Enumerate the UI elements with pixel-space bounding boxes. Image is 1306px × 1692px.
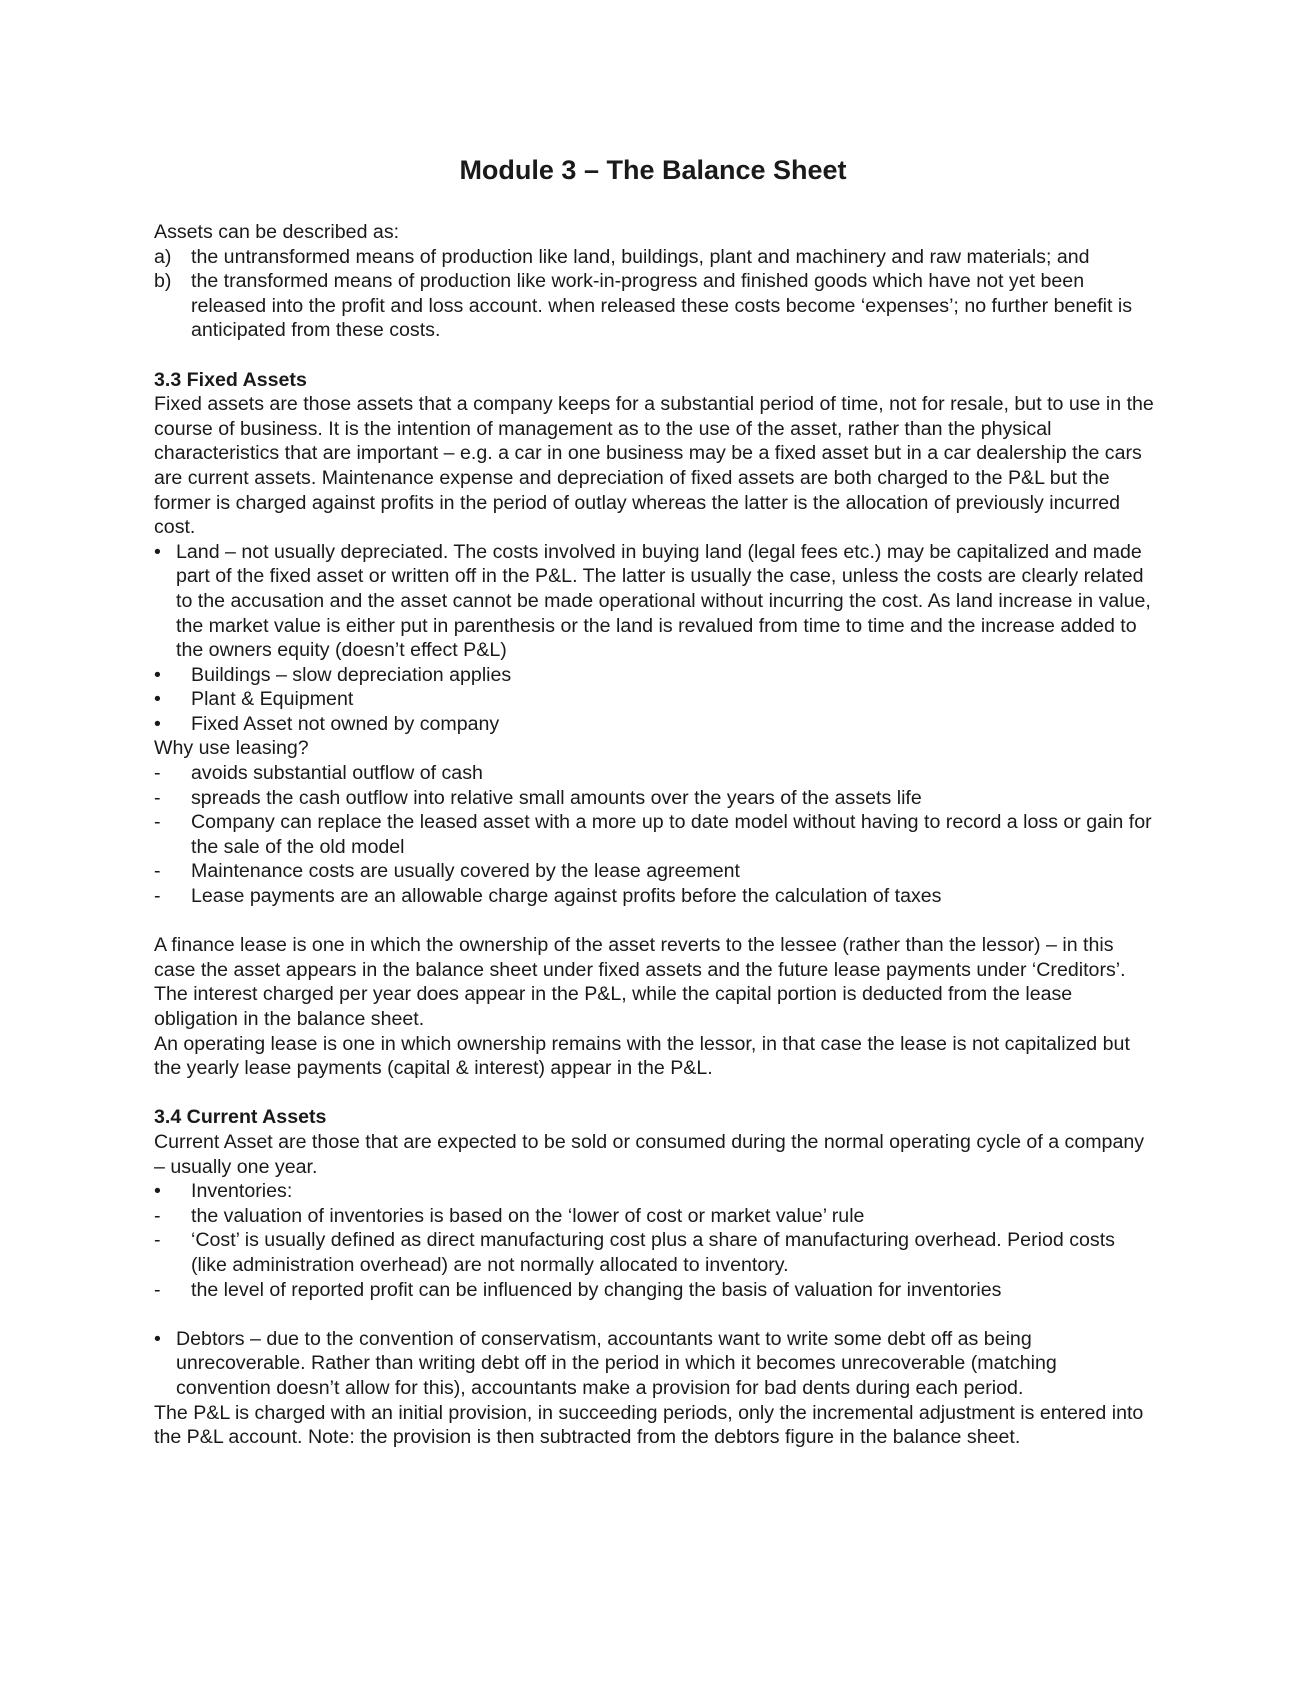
- list-item-text: spreads the cash outflow into relative small amounts over the years of the assets life: [191, 786, 922, 809]
- list-item: [154, 884, 1154, 909]
- bullet-icon: •: [154, 663, 161, 686]
- list-item-text: Maintenance costs are usually covered by the lease agreement: [191, 860, 740, 883]
- list-marker: b): [154, 270, 172, 293]
- list-item: [154, 1228, 1154, 1277]
- list-item-text: Debtors – due to the convention of conservatism, accountants want to write some debt off as being unrecoverable. Rather than writing debt off in the period in which it becomes unrecoverable (matching convention doesn’t allow for this), accountants make a provision for bad dents during each period.: [176, 1327, 1057, 1399]
- list-item: [154, 687, 1154, 712]
- dash-icon: -: [154, 885, 161, 908]
- dash-icon: -: [154, 1229, 161, 1252]
- bullet-icon: •: [154, 1180, 161, 1203]
- list-item: [154, 1179, 1154, 1204]
- list-item: [154, 810, 1154, 859]
- list-item: [154, 1327, 1154, 1401]
- list-item-text: Land – not usually depreciated. The costs involved in buying land (legal fees etc.) may be capitalized and made part of the fixed asset or written off in the P&L. The latter is usually the case, unless the costs are clearly related to the accusation and the asset cannot be made operational without incurring the cost. As land increase in value, the market value is either put in parenthesis or the land is revalued from time to time and the increase added to the owners equity (doesn’t effect P&L): [176, 540, 1151, 662]
- list-item: [154, 761, 1154, 786]
- dash-icon: -: [154, 1204, 161, 1227]
- list-item: [154, 245, 1154, 270]
- page-title: Module 3 – The Balance Sheet: [459, 155, 847, 185]
- list-item-text: Plant & Equipment: [191, 688, 354, 711]
- list-item: [154, 1204, 1154, 1229]
- list-item: [154, 786, 1154, 811]
- dash-icon: -: [154, 1278, 161, 1301]
- leasing-points: [154, 761, 1154, 909]
- list-item-text: Lease payments are an allowable charge against profits before the calculation of taxes: [191, 885, 942, 908]
- dash-icon: -: [154, 811, 161, 834]
- section-heading-current-assets: 3.4 Current Assets: [154, 1106, 327, 1129]
- debtors-bullet: [154, 1327, 1154, 1401]
- bullet-icon: •: [154, 688, 161, 711]
- finance-lease-paragraph: A finance lease is one in which the ownership of the asset reverts to the lessee (rather than the lessor) – in this case the asset appears in the balance sheet under fixed assets and the future lease payments under ‘Creditors’. The interest charged per year does appear in the P&L, while the capital portion is deducted from the lease obligation in the balance sheet.: [154, 934, 1126, 1030]
- document-body: [154, 220, 1154, 1450]
- list-item-text: Company can replace the leased asset with a more up to date model without having to record a loss or gain for the sale of the old model: [191, 811, 1152, 858]
- inventory-points: [154, 1204, 1154, 1302]
- dash-icon: -: [154, 860, 161, 883]
- dash-icon: -: [154, 786, 161, 809]
- list-item-text: ‘Cost’ is usually defined as direct manufacturing cost plus a share of manufacturing overhead. Period costs (like administration overhead) are not normally allocated to inventory.: [191, 1229, 1115, 1276]
- list-item: [154, 269, 1154, 343]
- list-item-text: avoids substantial outflow of cash: [191, 762, 483, 785]
- inventories-bullet: [154, 1179, 1154, 1204]
- list-item-text: Buildings – slow depreciation applies: [191, 663, 512, 686]
- list-item-text: the untransformed means of production like land, buildings, plant and machinery and raw materials; and: [191, 245, 1090, 268]
- bullet-icon: •: [154, 712, 161, 735]
- section-heading-fixed-assets: 3.3 Fixed Assets: [154, 368, 307, 391]
- operating-lease-paragraph: An operating lease is one in which ownership remains with the lessor, in that case the lease is not capitalized but the yearly lease payments (capital & interest) appear in the P&L.: [154, 1032, 1130, 1080]
- list-item-text: the valuation of inventories is based on the ‘lower of cost or market value’ rule: [191, 1204, 865, 1227]
- intro-lead: Assets can be described as:: [154, 221, 400, 243]
- list-item-text: Inventories:: [191, 1180, 293, 1203]
- list-marker: a): [154, 245, 172, 268]
- list-item: [154, 663, 1154, 688]
- list-item: [154, 859, 1154, 884]
- list-item-text: the level of reported profit can be influenced by changing the basis of valuation for inventories: [191, 1278, 1002, 1301]
- asset-description-list: [154, 245, 1154, 343]
- dash-icon: -: [154, 762, 161, 785]
- list-item-text: the transformed means of production like work-in-progress and finished goods which have not yet been released into the profit and loss account. when released these costs become ‘expenses’; no further benefit is anticipated from these costs.: [191, 270, 1133, 342]
- closing-paragraph: The P&L is charged with an initial provision, in succeeding periods, only the incremental adjustment is entered into the P&L account. Note: the provision is then subtracted from the debtors figure in the balance sheet.: [154, 1401, 1144, 1449]
- bullet-icon: •: [154, 1327, 161, 1350]
- bullet-icon: •: [154, 540, 161, 563]
- current-assets-paragraph: Current Asset are those that are expected to be sold or consumed during the normal operating cycle of a company – usually one year.: [154, 1130, 1145, 1178]
- fixed-assets-paragraph: Fixed assets are those assets that a company keeps for a substantial period of time, not for resale, but to use in the course of business. It is the intention of management as to the use of the asset, rather than the physical characteristics that are important – e.g. a car in one business may be a fixed asset but in a car dealership the cars are current assets. Maintenance expense and depreciation of fixed assets are both charged to the P&L but the former is charged against profits in the period of outlay whereas the latter is the allocation of previously incurred cost.: [154, 393, 1154, 539]
- list-item: [154, 712, 1154, 737]
- leasing-question: Why use leasing?: [154, 737, 309, 760]
- list-item: [154, 1278, 1154, 1303]
- list-item-text: Fixed Asset not owned by company: [191, 712, 500, 735]
- fixed-asset-bullets: [154, 540, 1154, 737]
- list-item: [154, 540, 1154, 663]
